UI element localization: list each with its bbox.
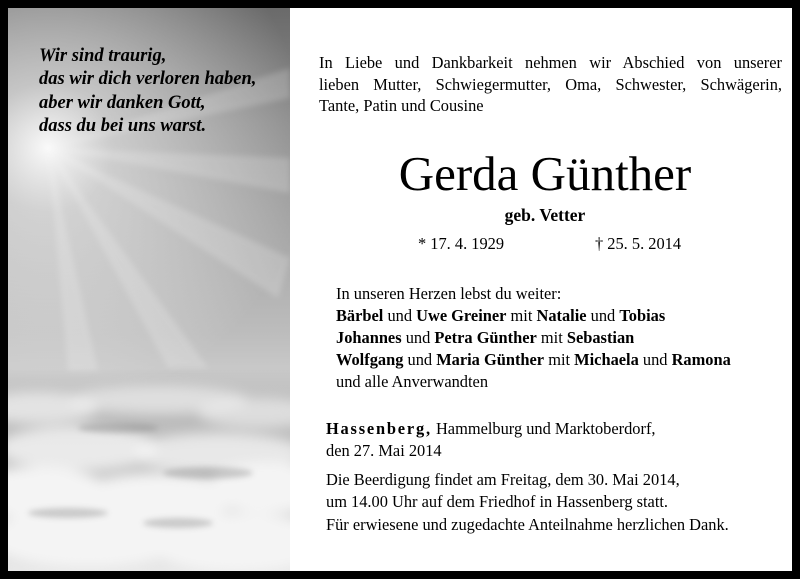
mourners-closing: und alle Anverwandten xyxy=(336,372,489,391)
intro-line: Tante, Patin und Cousine xyxy=(319,96,484,115)
thanks-note: Für erwiesene und zugedachte Anteilnahme herzlichen Dank. xyxy=(326,515,729,534)
mourners-row: Bärbel und Uwe Greiner mit Natalie und Tobias xyxy=(336,306,666,325)
mourners-row: Johannes und Petra Günther mit Sebastian xyxy=(336,328,635,347)
mourners-heading: In unseren Herzen lebst du weiter: xyxy=(336,284,562,303)
mourners-list xyxy=(336,283,731,393)
funeral-details: Die Beerdigung findet am Freitag, dem 30. Mai 2014, um 14.00 Uhr auf dem Friedhof in Hassenberg statt. xyxy=(326,470,680,511)
notice-date: den 27. Mai 2014 xyxy=(326,441,442,460)
verse-line: Wir sind traurig, xyxy=(39,46,167,66)
town-name: Hassenberg, xyxy=(326,419,432,438)
verse-line: aber wir danken Gott, xyxy=(39,92,206,113)
place-and-date xyxy=(326,418,656,462)
place-line: Hassenberg, Hammelburg und Marktoberdorf, xyxy=(326,419,656,438)
intro-line: lieben Mutter, Schwiegermutter, Oma, Schwester, Schwägerin, xyxy=(319,74,782,94)
maiden-name: geb. Vetter xyxy=(504,205,586,225)
verse-line: das wir dich verloren haben, xyxy=(39,69,257,90)
farewell-intro xyxy=(319,52,782,117)
birth-date: * 17. 4. 1929 xyxy=(418,234,505,253)
memorial-verse xyxy=(39,45,256,138)
deceased-name: Gerda Günther xyxy=(398,146,692,201)
verse-line: dass du bei uns warst. xyxy=(39,115,207,136)
intro-line: In Liebe und Dankbarkeit nehmen wir Abschied von unserer xyxy=(319,53,782,72)
death-date: † 25. 5. 2014 xyxy=(595,234,682,253)
mourners-row: Wolfgang und Maria Günther mit Michaela und Ramona xyxy=(336,350,731,369)
